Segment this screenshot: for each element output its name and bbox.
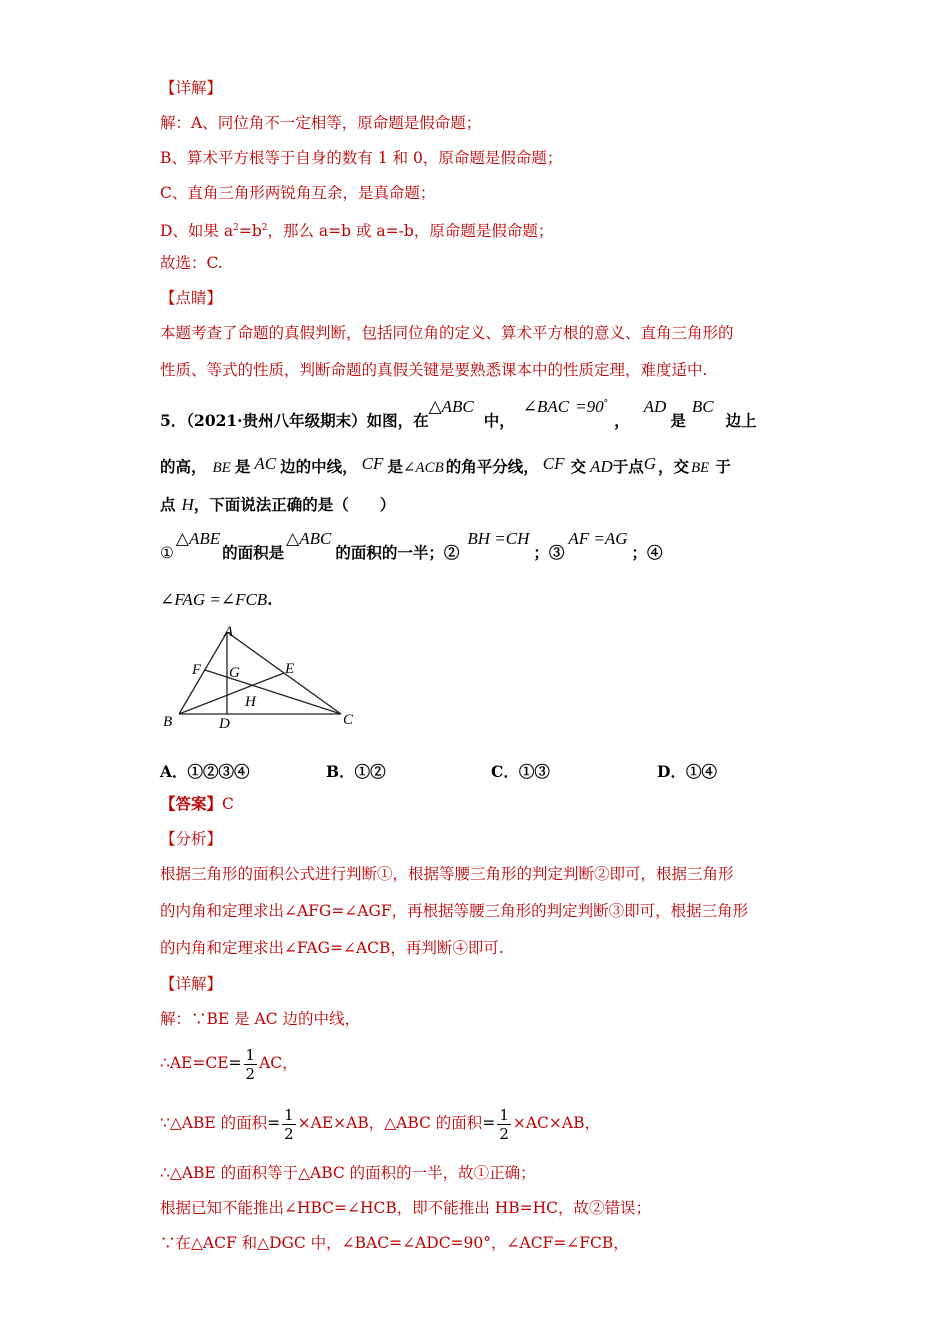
- figure-label-b: B: [163, 714, 173, 730]
- question-statements: [160, 529, 663, 563]
- detail2-l3-pre: ∵△ABE 的面积: [160, 1114, 268, 1132]
- question-dian: 点: [160, 495, 176, 514]
- segment-cf: CF: [361, 454, 384, 473]
- detail-line-c: C、直角三角形两锐角互余，是真命题；: [160, 184, 436, 202]
- statement-1-end: 的面积的一半；②: [335, 543, 460, 562]
- detail-line-d-mid: =b: [238, 222, 262, 241]
- detail2-line-6: ∵在△ACF 和△DGC 中，∠BAC=∠ADC=90°，∠ACF=∠FCB，: [160, 1234, 629, 1252]
- question-line-1: [160, 397, 757, 431]
- segment-be-2: BE: [691, 460, 710, 476]
- detail2-line-3: [160, 1104, 600, 1143]
- segment-be: BE: [212, 460, 231, 476]
- answer-label: 【答案】: [160, 794, 223, 813]
- option-a: A．①②③④: [160, 762, 250, 781]
- figure-label-a: A: [224, 624, 234, 640]
- question-comma: ，: [614, 411, 630, 431]
- question-yu: 于: [715, 457, 731, 476]
- detail-choice: 故选：C.: [160, 254, 223, 272]
- detail-line-d-pre: D、如果 a: [160, 222, 234, 241]
- option-c: C．①③: [491, 762, 550, 781]
- detail2-l3-mid: ×AE×AB，△ABC 的面积: [297, 1114, 483, 1132]
- analysis-line-1: 根据三角形的面积公式进行判断①，根据等腰三角形的判定判断②即可，根据三角形: [160, 865, 734, 883]
- degree: °: [603, 399, 609, 409]
- question-line-2: [160, 454, 731, 478]
- statement-4-mark: ；④: [631, 543, 663, 562]
- point-g: G: [643, 454, 656, 473]
- answer: [160, 794, 234, 814]
- comment-line-1: 本题考查了命题的真假判断，包括同位角的定义、算术平方根的意义、直角三角形的: [160, 324, 734, 342]
- question-gao: 的高，: [160, 457, 207, 476]
- detail2-line-1: 解：∵BE 是 AC 边的中线，: [160, 1010, 361, 1028]
- triangle-abc: △ABC: [428, 397, 474, 417]
- fraction-den-3: 2: [499, 1124, 509, 1143]
- fraction-half-2: [282, 1106, 296, 1143]
- fraction-den-2: 2: [284, 1124, 294, 1143]
- question-jiao: 交: [570, 457, 587, 476]
- segment-ac: AC: [254, 454, 277, 473]
- triangle-abe: △ABE: [175, 529, 221, 548]
- eq-90: =90: [575, 397, 604, 417]
- question-line-3: [160, 495, 395, 515]
- figure-label-g: G: [229, 665, 240, 681]
- detail-line-a: 解：A、同位角不一定相等，原命题是假命题；: [160, 114, 482, 132]
- fraction-num-2: 1: [284, 1105, 294, 1124]
- angle-acb: ∠ACB: [402, 460, 444, 476]
- fraction-num-3: 1: [499, 1105, 509, 1124]
- detail2-l2-eq: =: [228, 1054, 242, 1072]
- statement-4-eq: ∠FAG =∠FCB: [160, 590, 268, 609]
- detail-line-d: [160, 218, 553, 241]
- fraction-num: 1: [245, 1045, 256, 1064]
- detail2-line-5: 根据已知不能推出∠HBC=∠HCB，即不能推出 HB=HC，故②错误；: [160, 1199, 651, 1217]
- detail-line-b: B、算术平方根等于自身的数有 1 和 0，原命题是假命题；: [160, 149, 563, 167]
- detail2-l3-eq2: =: [482, 1114, 496, 1132]
- question-bianshang: 边上: [725, 411, 757, 431]
- figure-label-d: D: [219, 716, 230, 732]
- statement-4-period: .: [267, 590, 273, 609]
- segment-ad: AD: [643, 397, 667, 417]
- detail2-line-4: ∴△ABE 的面积等于△ABC 的面积的一半，故①正确；: [160, 1164, 536, 1182]
- fraction-den: 2: [245, 1064, 256, 1083]
- detail-heading: 【详解】: [160, 79, 223, 97]
- fraction-half-3: [497, 1106, 511, 1143]
- figure-label-e: E: [285, 661, 295, 677]
- detail-line-d-sup2: 2: [261, 223, 268, 233]
- question-zhongxian: 边的中线，: [280, 457, 358, 476]
- analysis-heading: 【分析】: [160, 830, 223, 848]
- answer-value: C: [222, 795, 234, 813]
- triangle-figure: [155, 622, 375, 737]
- detail-line-d-sup1: 2: [233, 223, 239, 233]
- question-zhong: 中，: [483, 411, 515, 431]
- question-yudian: 于点: [612, 457, 644, 476]
- figure-label-c: C: [343, 712, 354, 728]
- question-shi: 是: [670, 411, 686, 431]
- segment-ad-2: AD: [590, 457, 613, 476]
- fraction-half: [244, 1046, 258, 1083]
- triangle-abc-2: △ABC: [286, 529, 332, 548]
- question-jiao2: ，交: [658, 457, 690, 476]
- detail2-l3-post: ×AC×AB，: [512, 1114, 600, 1132]
- option-b: B．①②: [326, 762, 386, 781]
- statement-3-eq: AF =AG: [568, 529, 628, 548]
- analysis-line-3: 的内角和定理求出∠FAG=∠ACB，再判断④即可.: [160, 939, 504, 957]
- figure-label-h: H: [245, 694, 256, 710]
- comment-heading: 【点睛】: [160, 289, 223, 307]
- detail2-line-2: [160, 1044, 298, 1083]
- comment-line-2: 性质、等式的性质，判断命题的真假关键是要熟悉课本中的性质定理，难度适中.: [160, 361, 708, 379]
- statement-3-mark: ；③: [533, 543, 565, 562]
- point-h: H: [181, 495, 194, 514]
- detail2-l3-eq1: =: [267, 1114, 281, 1132]
- detail2-l2-post: AC，: [259, 1054, 298, 1072]
- detail2-l2-pre: ∴AE=CE: [160, 1054, 229, 1072]
- statement-4: [160, 590, 273, 610]
- statement-2-eq: BH =CH: [467, 529, 530, 548]
- angle-bac: ∠BAC: [522, 397, 570, 417]
- segment-bc: BC: [691, 397, 714, 417]
- question-number: 5．（2021·贵州八年级期末）如图，在: [160, 411, 429, 431]
- question-shi2: 是: [234, 457, 251, 476]
- statement-1-mid: 的面积是: [222, 543, 285, 562]
- question-jiaopingfen: 的角平分线，: [445, 457, 539, 476]
- analysis-line-2: 的内角和定理求出∠AFG=∠AGF，再根据等腰三角形的判定判断③即可，根据三角形: [160, 902, 749, 920]
- statement-1-mark: ①: [160, 544, 174, 562]
- detail-line-d-post: ，那么 a=b 或 a=-b，原命题是假命题；: [267, 222, 554, 241]
- question-shi3: 是: [387, 457, 403, 476]
- question-tail: ，下面说法正确的是（ ）: [193, 495, 396, 514]
- option-d: D．①④: [657, 762, 717, 781]
- figure-label-f: F: [192, 662, 202, 678]
- detail2-heading: 【详解】: [160, 975, 223, 993]
- segment-cf-2: CF: [542, 454, 565, 473]
